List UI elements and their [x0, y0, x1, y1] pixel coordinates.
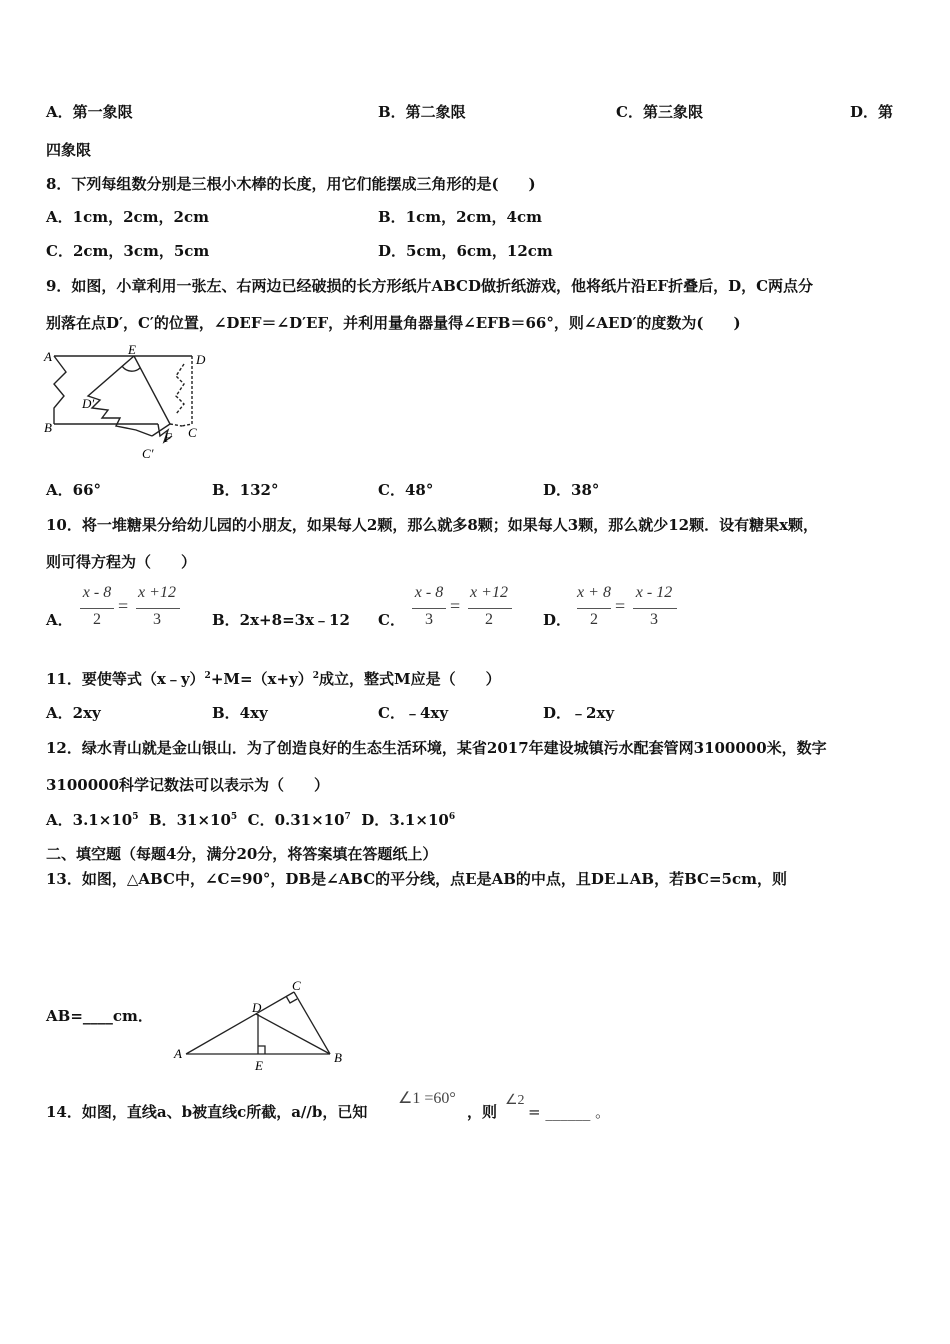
q10-option-c: C． [378, 611, 405, 629]
question-9-stem-line2: 别落在点D′，C′的位置，∠DEF＝∠D′EF，并利用量角器量得∠EFB＝66°，则∠AED′的度数为( ) [46, 314, 741, 332]
label-c: C [188, 425, 197, 440]
q11-option-c: C．﹣4xy [378, 704, 449, 722]
q12-option-a: A．$3.1\times 10^5$ [46, 811, 139, 829]
q10-c-equation: x - 8 3 = x +12 2 [404, 584, 524, 634]
label-b: B [44, 420, 52, 435]
label-b: B [334, 1050, 342, 1065]
q12-option-d: D．$3.1\times 10^6$ [361, 811, 456, 829]
q10-option-d: D． [543, 611, 572, 629]
question-11-stem: 11．要使等式$(x﹣y)^2+M=(x+y)^2$成立，整式M应是（ ） [46, 670, 501, 688]
q9-option-a: A．66° [46, 481, 102, 499]
question-9-stem-line1: 9．如图，小章利用一张左、右两边已经破损的长方形纸片ABCD做折纸游戏，他将纸片沿EF折叠后，D，C两点分 [46, 277, 814, 295]
q8-option-c: C．2cm，3cm，5cm [46, 242, 210, 260]
option-d-wrap: 四象限 [46, 141, 92, 159]
section-heading: 二、填空题（每题4分，满分20分，将答案填在答题纸上） [46, 845, 438, 863]
question-10-stem-line2: 则可得方程为（ ） [46, 553, 197, 571]
q12-option-c: C．$0.31\times 10^7$ [247, 811, 351, 829]
question-8-stem: 8．下列每组数分别是三根小木棒的长度，用它们能摆成三角形的是( ) [46, 175, 536, 193]
question-13-answer: AB=____cm． [46, 1007, 153, 1025]
question-13-stem: 13．如图，△ABC中，∠C=90°，DB是∠ABC的平分线，点E是AB的中点，且DE⊥AB，若BC=5cm，则 [46, 870, 787, 888]
label-a: A [44, 349, 52, 364]
q8-option-a: A．1cm，2cm，2cm [46, 208, 209, 226]
question-10-stem-line1: 10．将一堆糖果分给幼儿园的小朋友，如果每人2颗，那么就多8颗；如果每人3颗，那么就少12颗．设有糖果x颗， [46, 516, 819, 534]
triangle-figure [170, 978, 355, 1076]
q10-a-equation: x - 8 2 = x +12 3 [72, 584, 192, 634]
fold-figure [40, 344, 220, 464]
label-a: A [174, 1046, 182, 1061]
option-d: D．第 [850, 103, 894, 121]
label-c-prime: C′ [142, 446, 154, 461]
option-b: B．第二象限 [378, 103, 466, 121]
q12-options [46, 810, 455, 830]
label-d: D [252, 1000, 262, 1015]
label-e: E [128, 344, 136, 357]
q10-d-equation: x + 8 2 = x - 12 3 [569, 584, 689, 634]
q10-option-a: A． [46, 611, 73, 629]
label-f: F [164, 430, 172, 445]
q8-option-b: B．1cm，2cm，4cm [378, 208, 543, 226]
q11-option-d: D．﹣2xy [543, 704, 615, 722]
label-c: C [292, 978, 301, 993]
option-a: A．第一象限 [46, 103, 133, 121]
label-d: D [196, 352, 206, 367]
question-14-stem-a: 14．如图，直线a、b被直线c所截，a//b，已知 [46, 1103, 368, 1121]
q11-option-b: B．4xy [212, 704, 268, 722]
angle1-formula: ∠1 =60° [398, 1090, 456, 1107]
label-d-prime: D′ [82, 396, 95, 411]
question-14-stem-b: ，则 [467, 1103, 498, 1121]
angle2-formula: ∠2 [505, 1093, 525, 1108]
question-12-stem-line1: 12．绿水青山就是金山银山．为了创造良好的生态生活环境，某省2017年建设城镇污水配套管网3100000米，数字 [46, 739, 827, 757]
q9-option-c: C．48° [378, 481, 434, 499]
q8-option-d: D．5cm，6cm，12cm [378, 242, 553, 260]
question-12-stem-line2: 3100000科学记数法可以表示为（ ） [46, 776, 330, 794]
q10-option-b: B．2x+8=3x﹣12 [212, 611, 350, 629]
q12-option-b: B．$31\times 10^5$ [148, 811, 238, 829]
q9-option-b: B．132° [212, 481, 279, 499]
q9-option-d: D．38° [543, 481, 600, 499]
q11-option-a: A．2xy [46, 704, 101, 722]
label-e: E [255, 1058, 263, 1073]
option-c: C．第三象限 [616, 103, 703, 121]
question-14-blank: = ______ 。 [528, 1103, 611, 1121]
